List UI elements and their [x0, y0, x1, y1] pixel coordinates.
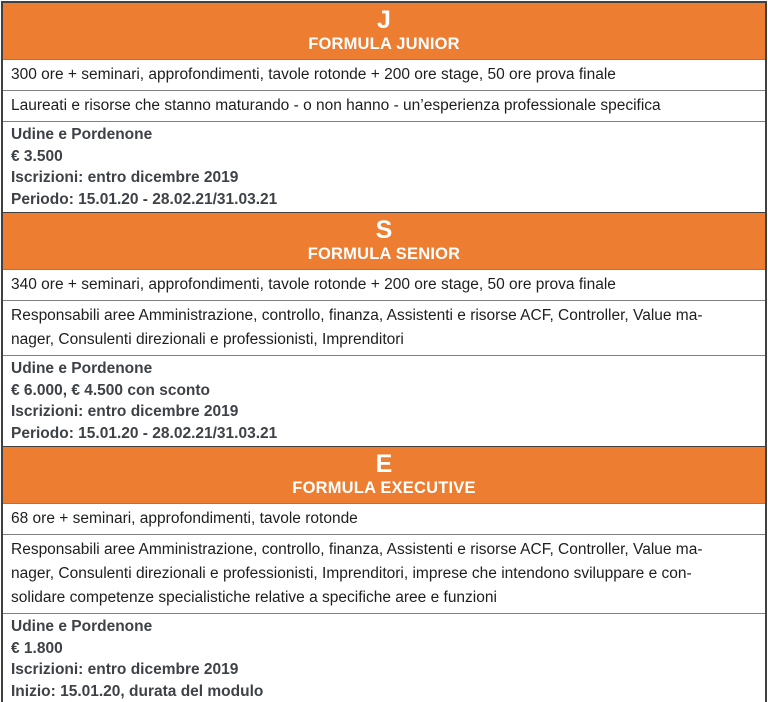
- details-price: € 6.000, € 4.500 con sconto: [11, 381, 211, 399]
- hours-row: [3, 269, 765, 300]
- details-price: € 1.800: [11, 639, 63, 657]
- section-formula-junior: [3, 3, 765, 212]
- section-formula-senior: [3, 212, 765, 446]
- section-header-executive: [3, 446, 765, 503]
- formula-title: FORMULA SENIOR: [307, 245, 461, 263]
- details-period: Periodo: 15.01.20 - 28.02.21/31.03.21: [11, 424, 278, 442]
- hours-text: 68 ore + seminari, approfondimenti, tavole rotonde: [11, 510, 358, 527]
- audience-line: solidare competenze specialistiche relative a specifiche aree e funzioni: [11, 589, 497, 606]
- details-row: [3, 121, 765, 212]
- hours-text: 340 ore + seminari, approfondimenti, tavole rotonde + 200 ore stage, 50 ore prova finale: [11, 276, 616, 293]
- audience-line: Laureati e risorse che stanno maturando - o non hanno - un’esperienza professionale specifica: [11, 97, 661, 114]
- formula-letter: E: [375, 450, 393, 478]
- details-enrollment: Iscrizioni: entro dicembre 2019: [11, 169, 239, 186]
- details-row: [3, 613, 765, 702]
- audience-line: Responsabili aree Amministrazione, controllo, finanza, Assistenti e risorse ACF, Controller, Value ma-: [11, 541, 703, 558]
- section-header-senior: [3, 212, 765, 269]
- audience-row: [3, 534, 765, 613]
- formula-letter: S: [375, 216, 393, 244]
- details-row: [3, 355, 765, 446]
- details-price: € 3.500: [11, 147, 63, 165]
- hours-text: 300 ore + seminari, approfondimenti, tavole rotonde + 200 ore stage, 50 ore prova finale: [11, 66, 616, 83]
- details-location: Udine e Pordenone: [11, 618, 153, 635]
- hours-row: [3, 59, 765, 90]
- details-enrollment: Iscrizioni: entro dicembre 2019: [11, 403, 239, 420]
- formula-letter: J: [377, 6, 391, 34]
- details-enrollment: Iscrizioni: entro dicembre 2019: [11, 661, 239, 678]
- section-header-junior: [3, 3, 765, 59]
- audience-row: [3, 300, 765, 355]
- details-period: Periodo: 15.01.20 - 28.02.21/31.03.21: [11, 190, 278, 208]
- formula-title: FORMULA EXECUTIVE: [292, 479, 476, 497]
- formula-table: [1, 1, 767, 702]
- section-formula-executive: [3, 446, 765, 702]
- formula-title: FORMULA JUNIOR: [308, 35, 460, 53]
- details-location: Udine e Pordenone: [11, 126, 153, 143]
- audience-line: nager, Consulenti direzionali e professionisti, Imprenditori, imprese che intendono sviluppare e con-: [11, 565, 692, 582]
- audience-line: nager, Consulenti direzionali e professionisti, Imprenditori: [11, 331, 404, 348]
- details-start: Inizio: 15.01.20, durata del modulo: [11, 682, 264, 700]
- hours-row: [3, 503, 765, 534]
- audience-row: [3, 90, 765, 121]
- details-location: Udine e Pordenone: [11, 360, 153, 377]
- audience-line: Responsabili aree Amministrazione, controllo, finanza, Assistenti e risorse ACF, Controller, Value ma-: [11, 307, 703, 324]
